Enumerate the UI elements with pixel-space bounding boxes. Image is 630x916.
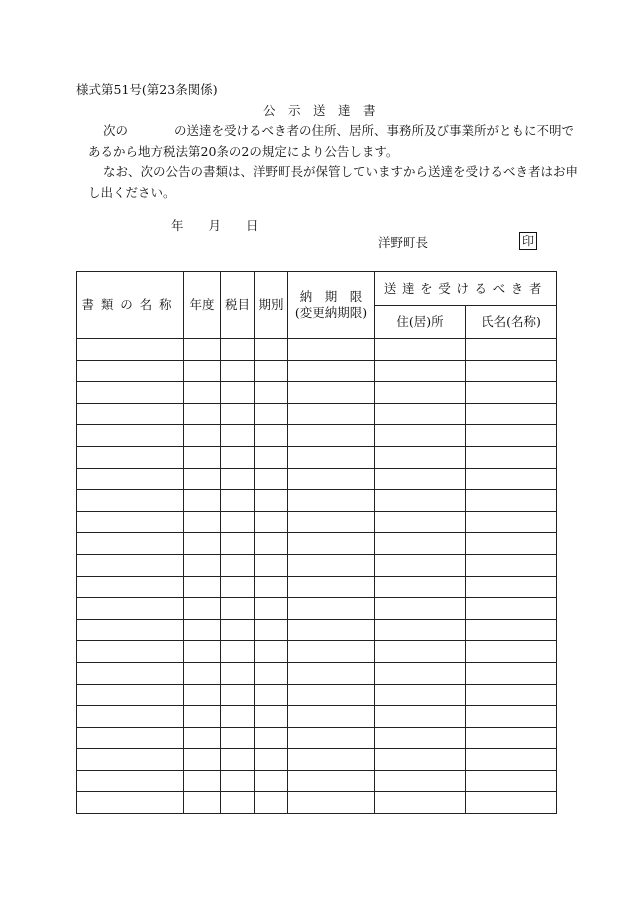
cell-due-date: [288, 425, 375, 447]
cell-tax-item: [221, 598, 255, 620]
cell-due-date: [288, 533, 375, 555]
cell-tax-item: [221, 554, 255, 576]
cell-fiscal-year: [184, 490, 221, 512]
cell-due-date: [288, 684, 375, 706]
cell-document-name: [77, 749, 184, 771]
table-row: [77, 360, 557, 382]
cell-tax-item: [221, 339, 255, 361]
header-address: 住(居)所: [375, 306, 466, 339]
cell-document-name: [77, 468, 184, 490]
cell-name: [466, 339, 557, 361]
table-row: [77, 382, 557, 404]
cell-due-date: [288, 727, 375, 749]
cell-document-name: [77, 684, 184, 706]
cell-document-name: [77, 770, 184, 792]
table-row: [77, 403, 557, 425]
cell-due-date: [288, 792, 375, 814]
cell-tax-item: [221, 446, 255, 468]
cell-document-name: [77, 425, 184, 447]
cell-address: [375, 468, 466, 490]
table-row: [77, 576, 557, 598]
cell-tax-item: [221, 792, 255, 814]
document-title: 公 示 送 達 書: [263, 103, 376, 118]
table-row: [77, 511, 557, 533]
cell-name: [466, 403, 557, 425]
cell-fiscal-year: [184, 770, 221, 792]
form-number: 様式第51号(第23条関係): [76, 82, 218, 97]
cell-tax-item: [221, 468, 255, 490]
header-period: 期別: [255, 272, 288, 339]
cell-fiscal-year: [184, 382, 221, 404]
cell-period: [255, 770, 288, 792]
cell-period: [255, 446, 288, 468]
table-row: [77, 749, 557, 771]
cell-period: [255, 468, 288, 490]
cell-period: [255, 641, 288, 663]
cell-document-name: [77, 403, 184, 425]
table-row: [77, 706, 557, 728]
body-line-2: あるから地方税法第20条の2の規定により公告します。: [88, 144, 399, 159]
cell-address: [375, 339, 466, 361]
cell-fiscal-year: [184, 554, 221, 576]
cell-name: [466, 598, 557, 620]
cell-name: [466, 511, 557, 533]
cell-due-date: [288, 598, 375, 620]
table-row: [77, 770, 557, 792]
cell-tax-item: [221, 684, 255, 706]
cell-fiscal-year: [184, 641, 221, 663]
cell-name: [466, 382, 557, 404]
notice-register-table: [76, 271, 557, 814]
cell-fiscal-year: [184, 403, 221, 425]
cell-period: [255, 684, 288, 706]
cell-name: [466, 490, 557, 512]
table-row: [77, 641, 557, 663]
header-recipient-group: 送達を受けるべき者: [375, 272, 557, 306]
cell-fiscal-year: [184, 511, 221, 533]
cell-due-date: [288, 770, 375, 792]
cell-tax-item: [221, 706, 255, 728]
date-line: 年 月 日: [171, 218, 259, 233]
cell-address: [375, 554, 466, 576]
cell-fiscal-year: [184, 619, 221, 641]
cell-name: [466, 446, 557, 468]
cell-address: [375, 619, 466, 641]
body-line-3: なお、次の公告の書類は、洋野町長が保管していますから送達を受けるべき者はお申: [103, 164, 579, 179]
cell-due-date: [288, 554, 375, 576]
cell-period: [255, 339, 288, 361]
cell-fiscal-year: [184, 468, 221, 490]
cell-period: [255, 511, 288, 533]
cell-address: [375, 446, 466, 468]
cell-name: [466, 360, 557, 382]
cell-fiscal-year: [184, 576, 221, 598]
table-row: [77, 662, 557, 684]
cell-tax-item: [221, 403, 255, 425]
cell-fiscal-year: [184, 792, 221, 814]
cell-document-name: [77, 792, 184, 814]
cell-address: [375, 684, 466, 706]
body-line-1-start: 次の: [103, 123, 129, 138]
cell-due-date: [288, 641, 375, 663]
cell-period: [255, 403, 288, 425]
cell-tax-item: [221, 727, 255, 749]
cell-name: [466, 468, 557, 490]
cell-address: [375, 576, 466, 598]
header-fiscal-year: 年度: [184, 272, 221, 339]
cell-due-date: [288, 511, 375, 533]
cell-name: [466, 662, 557, 684]
cell-due-date: [288, 662, 375, 684]
header-name: 氏名(名称): [466, 306, 557, 339]
cell-document-name: [77, 382, 184, 404]
cell-period: [255, 662, 288, 684]
cell-document-name: [77, 490, 184, 512]
cell-due-date: [288, 403, 375, 425]
cell-fiscal-year: [184, 339, 221, 361]
cell-period: [255, 619, 288, 641]
cell-tax-item: [221, 770, 255, 792]
cell-due-date: [288, 619, 375, 641]
cell-name: [466, 619, 557, 641]
cell-due-date: [288, 576, 375, 598]
cell-name: [466, 727, 557, 749]
cell-tax-item: [221, 382, 255, 404]
cell-address: [375, 382, 466, 404]
cell-address: [375, 662, 466, 684]
cell-period: [255, 360, 288, 382]
table-row: [77, 684, 557, 706]
header-due-date-line2: (変更納期限): [294, 305, 368, 320]
cell-address: [375, 490, 466, 512]
cell-fiscal-year: [184, 598, 221, 620]
cell-period: [255, 533, 288, 555]
cell-due-date: [288, 749, 375, 771]
cell-fiscal-year: [184, 749, 221, 771]
cell-tax-item: [221, 360, 255, 382]
cell-name: [466, 641, 557, 663]
cell-document-name: [77, 598, 184, 620]
cell-period: [255, 727, 288, 749]
cell-document-name: [77, 360, 184, 382]
cell-address: [375, 770, 466, 792]
cell-address: [375, 641, 466, 663]
cell-tax-item: [221, 533, 255, 555]
cell-document-name: [77, 533, 184, 555]
cell-name: [466, 576, 557, 598]
header-tax-item: 税目: [221, 272, 255, 339]
cell-period: [255, 490, 288, 512]
cell-tax-item: [221, 425, 255, 447]
cell-address: [375, 425, 466, 447]
cell-period: [255, 425, 288, 447]
cell-period: [255, 576, 288, 598]
cell-fiscal-year: [184, 425, 221, 447]
cell-address: [375, 749, 466, 771]
body-line-1-rest: の送達を受けるべき者の住所、居所、事務所及び事業所がともに不明で: [174, 123, 575, 138]
cell-fiscal-year: [184, 360, 221, 382]
table-row: [77, 554, 557, 576]
cell-document-name: [77, 576, 184, 598]
table-row: [77, 533, 557, 555]
cell-name: [466, 425, 557, 447]
table-row: [77, 468, 557, 490]
cell-name: [466, 554, 557, 576]
table-row: [77, 619, 557, 641]
seal-mark: 印: [519, 232, 537, 250]
cell-name: [466, 706, 557, 728]
cell-tax-item: [221, 619, 255, 641]
cell-tax-item: [221, 576, 255, 598]
signer-title: 洋野町長: [378, 235, 429, 250]
cell-address: [375, 360, 466, 382]
body-line-4: し出ください。: [88, 185, 176, 200]
cell-document-name: [77, 554, 184, 576]
cell-fiscal-year: [184, 706, 221, 728]
cell-tax-item: [221, 662, 255, 684]
header-due-date-line1: 納 期 限: [299, 289, 363, 305]
cell-address: [375, 403, 466, 425]
cell-document-name: [77, 511, 184, 533]
cell-due-date: [288, 706, 375, 728]
cell-period: [255, 598, 288, 620]
cell-tax-item: [221, 511, 255, 533]
cell-address: [375, 511, 466, 533]
table-row: [77, 792, 557, 814]
cell-tax-item: [221, 641, 255, 663]
cell-address: [375, 727, 466, 749]
cell-due-date: [288, 446, 375, 468]
cell-tax-item: [221, 749, 255, 771]
cell-due-date: [288, 468, 375, 490]
cell-address: [375, 792, 466, 814]
cell-due-date: [288, 490, 375, 512]
cell-name: [466, 749, 557, 771]
cell-document-name: [77, 706, 184, 728]
cell-name: [466, 770, 557, 792]
cell-tax-item: [221, 490, 255, 512]
cell-address: [375, 706, 466, 728]
cell-name: [466, 684, 557, 706]
cell-fiscal-year: [184, 446, 221, 468]
cell-period: [255, 382, 288, 404]
cell-period: [255, 749, 288, 771]
cell-document-name: [77, 662, 184, 684]
cell-fiscal-year: [184, 684, 221, 706]
cell-period: [255, 554, 288, 576]
header-document-name: 書類の名称: [77, 272, 184, 339]
cell-fiscal-year: [184, 533, 221, 555]
table-row: [77, 490, 557, 512]
table-row: [77, 339, 557, 361]
header-due-date: [288, 272, 375, 339]
cell-document-name: [77, 339, 184, 361]
cell-address: [375, 598, 466, 620]
cell-period: [255, 706, 288, 728]
cell-fiscal-year: [184, 727, 221, 749]
cell-document-name: [77, 619, 184, 641]
table-row: [77, 598, 557, 620]
cell-due-date: [288, 360, 375, 382]
cell-address: [375, 533, 466, 555]
cell-due-date: [288, 339, 375, 361]
cell-name: [466, 533, 557, 555]
cell-document-name: [77, 446, 184, 468]
cell-fiscal-year: [184, 662, 221, 684]
cell-document-name: [77, 727, 184, 749]
cell-document-name: [77, 641, 184, 663]
cell-period: [255, 792, 288, 814]
cell-name: [466, 792, 557, 814]
table-row: [77, 425, 557, 447]
table-row: [77, 727, 557, 749]
table-row: [77, 446, 557, 468]
cell-due-date: [288, 382, 375, 404]
